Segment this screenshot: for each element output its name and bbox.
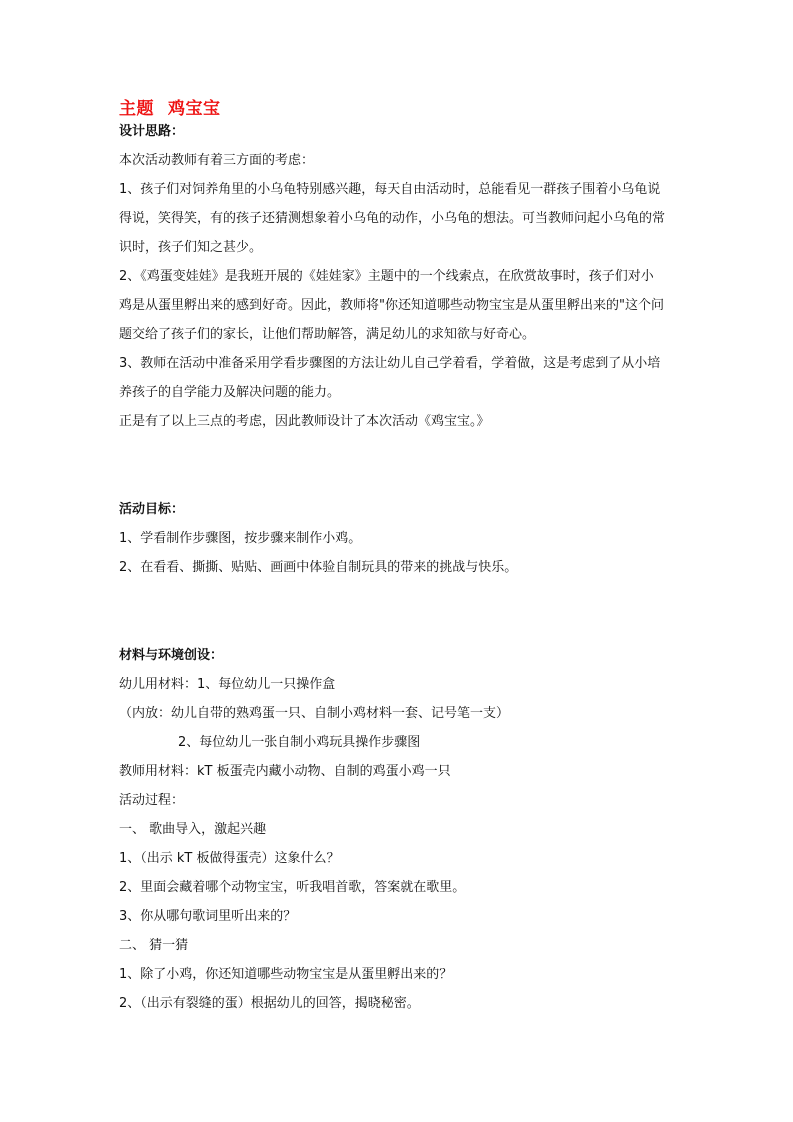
design-line: 1、孩子们对饲养角里的小乌龟特别感兴趣，每天自由活动时，总能看见一群孩子围着小乌龟说	[119, 182, 661, 197]
process-heading: 活动过程：	[119, 793, 185, 808]
design-line: 养孩子的自学能力及解决问题的能力。	[119, 385, 341, 400]
title-text: 鸡宝宝	[168, 99, 221, 119]
design-line: 鸡是从蛋里孵出来的感到好奇。因此，教师将"你还知道哪些动物宝宝是从蛋里孵出来的"这个问	[119, 298, 664, 313]
materials-line: （内放：幼儿自带的熟鸡蛋一只、自制小鸡材料一套、记号笔一支）	[119, 706, 510, 721]
materials-line: 2、每位幼儿一张自制小鸡玩具操作步骤图	[178, 735, 421, 750]
document-title	[119, 94, 221, 119]
design-line: 本次活动教师有着三方面的考虑：	[119, 153, 315, 168]
process-line: 2、（出示有裂缝的蛋）根据幼儿的回答，揭晓秘密。	[119, 996, 420, 1011]
design-line: 得说，笑得笑，有的孩子还猜测想象着小乌龟的动作，小乌龟的想法。可当教师问起小乌龟的常	[119, 211, 666, 226]
title-prefix: 主题	[119, 99, 154, 119]
process-line: 2、里面会藏着哪个动物宝宝，听我唱首歌，答案就在歌里。	[119, 880, 466, 895]
process-line: 一、 歌曲导入，激起兴趣	[119, 822, 267, 837]
goals-heading: 活动目标：	[119, 502, 185, 517]
design-line: 2、《鸡蛋变娃娃》是我班开展的《娃娃家》主题中的一个线索点，在欣赏故事时，孩子们对小	[119, 269, 654, 284]
design-line: 3、教师在活动中准备采用学看步骤图的方法让幼儿自己学着看，学着做，这是考虑到了从小培	[119, 356, 661, 371]
materials-line: 幼儿用材料：1、每位幼儿一只操作盒	[119, 677, 336, 692]
materials-line: 教师用材料：kT 板蛋壳内藏小动物、自制的鸡蛋小鸡一只	[119, 764, 451, 779]
process-line: 3、你从哪句歌词里听出来的？	[119, 909, 297, 924]
design-line: 识时，孩子们知之甚少。	[119, 240, 263, 255]
process-line: 二、 猜一猜	[119, 938, 189, 953]
process-line: 1、（出示 kT 板做得蛋壳）这象什么？	[119, 851, 340, 866]
design-line: 正是有了以上三点的考虑，因此教师设计了本次活动《鸡宝宝。》	[119, 414, 490, 429]
goals-line: 2、在看看、撕撕、贴贴、画画中体验自制玩具的带来的挑战与快乐。	[119, 560, 518, 575]
design-heading: 设计思路：	[119, 124, 185, 139]
process-line: 1、除了小鸡，你还知道哪些动物宝宝是从蛋里孵出来的？	[119, 967, 453, 982]
design-line: 题交给了孩子们的家长，让他们帮助解答，满足幼儿的求知欲与好奇心。	[119, 327, 536, 342]
goals-line: 1、学看制作步骤图，按步骤来制作小鸡。	[119, 531, 362, 546]
materials-heading: 材料与环境创设：	[119, 648, 224, 663]
